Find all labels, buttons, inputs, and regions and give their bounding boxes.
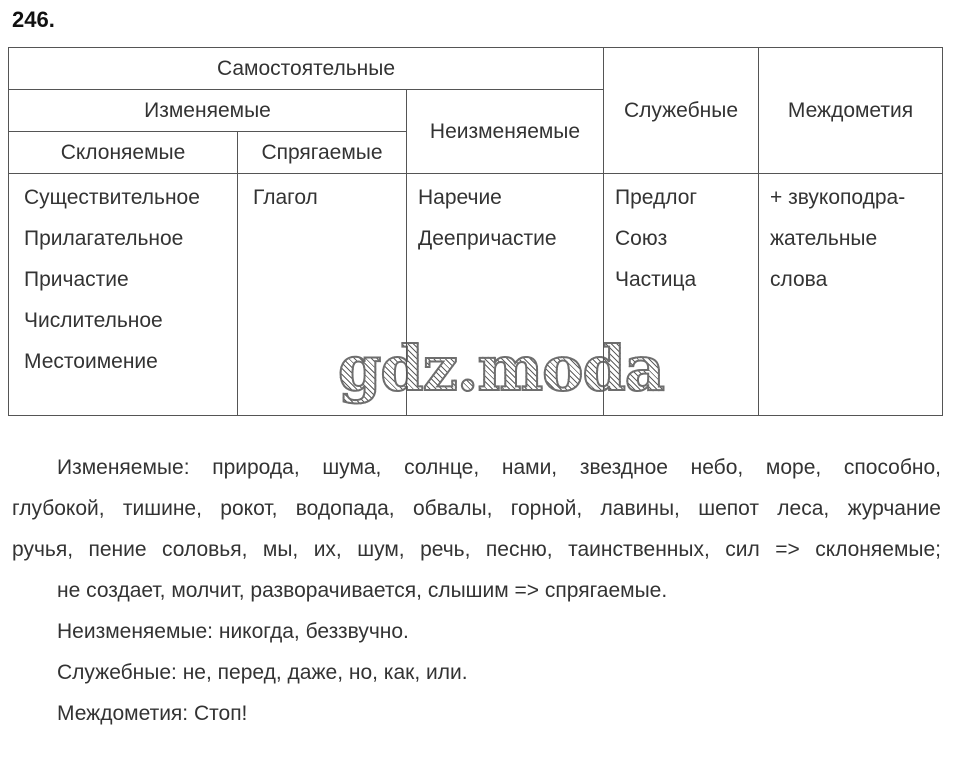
watermark: gdz.moda	[338, 332, 664, 405]
header-independent: Самостоятельные	[9, 48, 604, 90]
answer-line: Служебные: не, перед, даже, но, как, или.	[57, 661, 468, 684]
header-declinable: Склоняемые	[9, 132, 238, 174]
exercise-number: 246.	[12, 7, 55, 32]
list-item: Предлог	[615, 186, 698, 209]
cell-declinable	[9, 174, 238, 416]
list-item: Существительное	[24, 186, 200, 209]
list-item: Числительное	[24, 309, 163, 332]
list-item: Деепричастие	[418, 227, 557, 250]
list-item: Наречие	[418, 186, 502, 209]
answer-line: ручья, пение соловья, мы, их, шум, речь, песню, таинственных, сил => склоняемые;	[12, 538, 941, 561]
answer-line: Изменяемые: природа, шума, солнце, нами, звездное небо, море, способно,	[57, 456, 941, 479]
list-item: + звукоподра-	[770, 186, 906, 209]
answer-line: Неизменяемые: никогда, беззвучно.	[57, 620, 409, 643]
list-item: Прилагательное	[24, 227, 184, 250]
answer-line: не создает, молчит, разворачивается, слышим => спрягаемые.	[57, 579, 668, 602]
header-unchangeable: Неизменяемые	[407, 90, 604, 174]
list-item: Глагол	[253, 186, 318, 209]
header-conjugable: Спрягаемые	[238, 132, 407, 174]
list-item: Частица	[615, 268, 697, 291]
answer-line: глубокой, тишине, рокот, водопада, обвалы, горной, лавины, шепот леса, журчание	[12, 497, 941, 520]
list-item: Причастие	[24, 268, 129, 291]
header-auxiliary: Служебные	[604, 48, 759, 174]
cell-interjections	[759, 174, 943, 416]
list-item: Местоимение	[24, 350, 158, 373]
header-interjections: Междометия	[759, 48, 943, 174]
answer-line: Междометия: Стоп!	[57, 702, 248, 725]
header-changeable: Изменяемые	[9, 90, 407, 132]
list-item: Союз	[615, 227, 668, 250]
list-item: жательные	[770, 227, 878, 250]
list-item: слова	[770, 268, 828, 291]
